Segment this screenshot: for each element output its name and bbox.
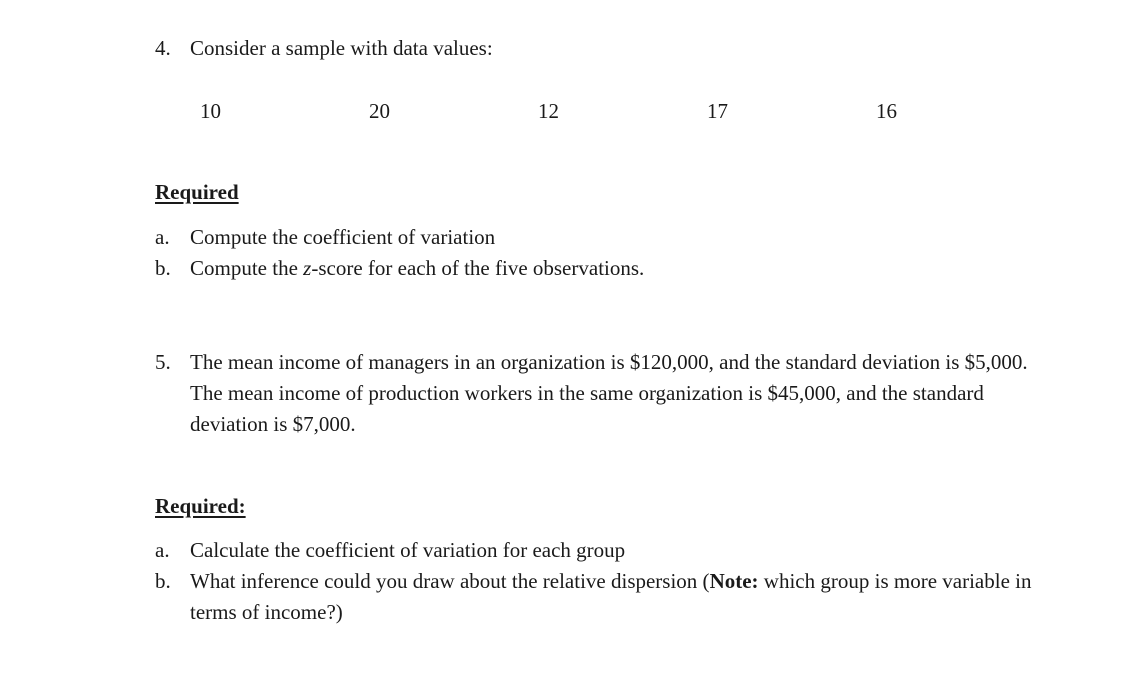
required-heading-q5: Required: — [155, 494, 246, 518]
list-marker: a. — [155, 225, 170, 249]
list-item-text: Calculate the coefficient of variation for each group — [190, 538, 626, 562]
list-marker: b. — [155, 569, 171, 593]
data-value: 12 — [538, 99, 559, 123]
data-value: 20 — [369, 99, 390, 123]
required-heading-q4: Required — [155, 180, 239, 204]
list-item-text: Compute the z-score for each of the five observations. — [190, 256, 645, 280]
data-value: 16 — [876, 99, 897, 123]
data-value: 10 — [200, 99, 221, 123]
question-4-number: 4. — [155, 36, 171, 60]
list-marker: b. — [155, 256, 171, 280]
data-value: 17 — [707, 99, 728, 123]
question-4-prompt: Consider a sample with data values: — [190, 36, 493, 60]
question-5-number: 5. — [155, 350, 171, 374]
list-marker: a. — [155, 538, 170, 562]
question-5-text: The mean income of managers in an organization is $120,000, and the standard deviation is $5,000. The mean income of production workers in the same organization is $45,000, and the standard deviation is $7,000. — [190, 350, 1028, 436]
list-item-text: What inference could you draw about the relative dispersion (Note: which group is more variable in terms of income?) — [190, 569, 1032, 624]
list-item-text: Compute the coefficient of variation — [190, 225, 496, 249]
